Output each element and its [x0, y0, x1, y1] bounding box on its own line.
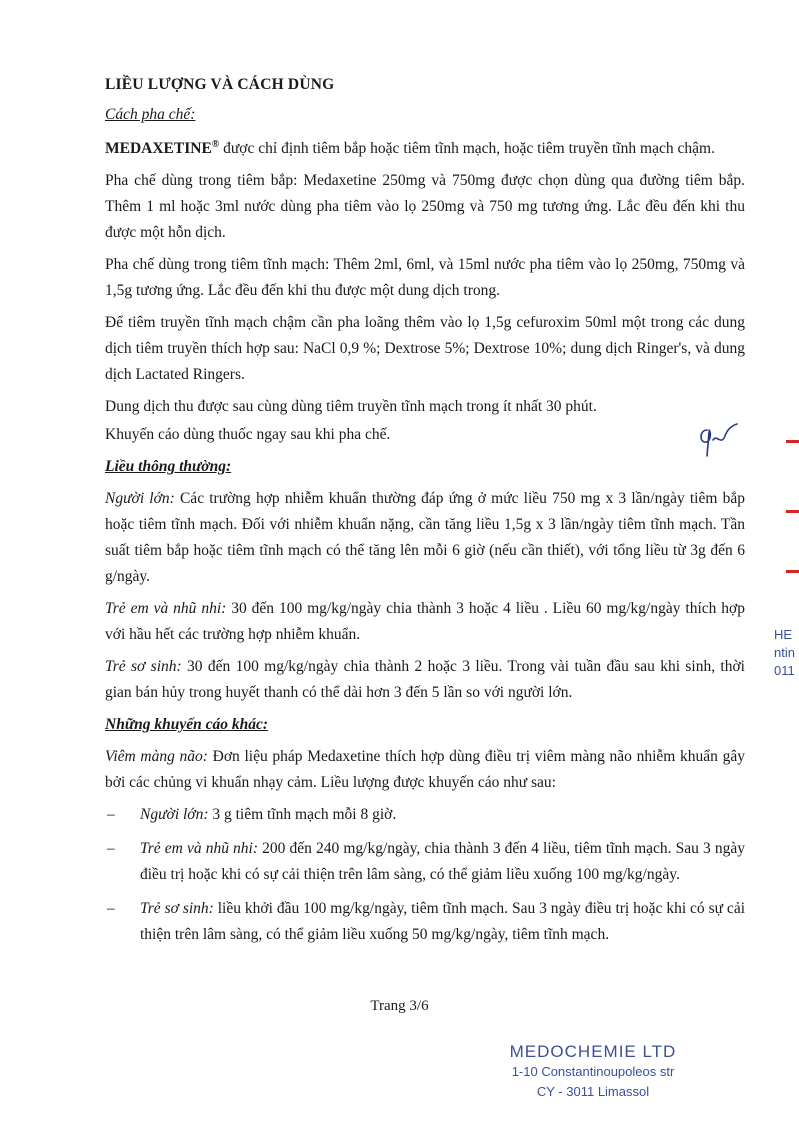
preparation-paragraph: Dung dịch thu được sau cùng dùng tiêm truyền tĩnh mạch trong ít nhất 30 phút.: [105, 398, 597, 416]
list-item: – Trẻ sơ sinh: liều khởi đầu 100 mg/kg/ngày, tiêm tĩnh mạch. Sau 3 ngày điều trị hoặc khi có sự cải thiện trên lâm sàng, có thể giảm liều xuống 50 mg/kg/ngày, tiêm tĩnh mạch.: [105, 896, 745, 948]
preparation-heading: Cách pha chế:: [105, 106, 196, 123]
dose-adult: Người lớn: Các trường hợp nhiễm khuẩn thường đáp ứng ở mức liều 750 mg x 3 lần/ngày tiêm bắp hoặc tiêm tĩnh mạch. Đối với nhiễm khuẩn nặng, cần tăng liều 1,5g x 3 lần/ngày tiêm tĩnh mạch. Tần suất tiêm bắp hoặc tiêm tĩnh mạch có thể tăng lên mỗi 6 giờ (nếu cần thiết), với tổng liều từ 3g đến 6 g/ngày.: [105, 490, 745, 586]
registered-mark: ®: [211, 139, 220, 150]
preparation-paragraph: Khuyến cáo dùng thuốc ngay sau khi pha chế.: [105, 426, 391, 444]
dose-neonates: Trẻ sơ sinh: 30 đến 100 mg/kg/ngày chia thành 2 hoặc 3 liều. Trong vài tuần đầu sau khi sinh, thời gian bán hủy trong huyết thanh có thể dài hơn 3 đến 5 lần so với người lớn.: [105, 658, 745, 702]
list-item: – Trẻ em và nhũ nhi: 200 đến 240 mg/kg/ngày, chia thành 3 đến 4 liều, tiêm tĩnh mạch. Sau 3 ngày điều trị hoặc khi có sự cải thiện trên lâm sàng, có thể giảm liều xuống 100 mg/kg/ngày.: [105, 836, 745, 888]
preparation-paragraph: Pha chế dùng trong tiêm tĩnh mạch: Thêm 2ml, 6ml, và 15ml nước pha tiêm vào lọ 250mg, 750mg và 1,5g tương ứng. Lắc đều đến khi thu được một dung dịch trong.: [105, 256, 745, 300]
other-recommendations-heading: Những khuyến cáo khác:: [105, 716, 269, 734]
brand-name: MEDAXETINE®: [105, 139, 220, 158]
company-stamp: [498, 1042, 688, 1102]
signature-icon: [695, 420, 743, 460]
edge-stamp-fragment: HE ntin 011: [774, 627, 795, 678]
edge-marks: [786, 430, 799, 590]
stamp-city: CY - 3011 Limassol: [536, 1084, 650, 1099]
stamp-address: 1-10 Constantinoupoleos str: [511, 1064, 675, 1079]
usual-dose-heading: Liều thông thường:: [105, 458, 232, 476]
dose-children: Trẻ em và nhũ nhi: 30 đến 100 mg/kg/ngày chia thành 3 hoặc 4 liều . Liều 60 mg/kg/ngày thích hợp với hầu hết các trường hợp nhiễm khuẩn.: [105, 600, 745, 644]
section-title: LIỀU LƯỢNG VÀ CÁCH DÙNG: [105, 76, 335, 93]
list-item: – Người lớn: 3 g tiêm tĩnh mạch mỗi 8 giờ.: [105, 802, 745, 828]
preparation-paragraph: Để tiêm truyền tĩnh mạch chậm cần pha loãng thêm vào lọ 1,5g cefuroxim 50ml một trong các dung dịch tiêm truyền thích hợp sau: NaCl 0,9 %; Dextrose 5%; Dextrose 10%; dung dịch Ringer's, và dung dịch Lactated Ringers.: [105, 314, 745, 384]
dash-bullet: –: [107, 840, 115, 858]
preparation-paragraph: Pha chế dùng trong tiêm bắp: Medaxetine 250mg và 750mg được chọn dùng qua đường tiêm bắp. Thêm 1 ml hoặc 3ml nước dùng pha tiêm vào lọ 250mg và 750 mg tương ứng. Lắc đều đến khi thu được một hỗn dịch.: [105, 172, 745, 242]
dash-bullet: –: [107, 900, 115, 918]
stamp-company-name: MEDOCHEMIE LTD: [509, 1042, 677, 1061]
preparation-intro: MEDAXETINE® được chỉ định tiêm bắp hoặc tiêm tĩnh mạch, hoặc tiêm truyền tĩnh mạch chậm.: [105, 139, 715, 158]
page-number: Trang 3/6: [370, 998, 429, 1014]
dash-bullet: –: [107, 806, 115, 824]
meningitis-dose-list: [105, 802, 745, 948]
meningitis-paragraph: Viêm màng não: Đơn liệu pháp Medaxetine thích hợp dùng điều trị viêm màng não nhiễm khuẩn gây bởi các chủng vi khuẩn nhạy cảm. Liều lượng được khuyến cáo như sau:: [105, 748, 745, 792]
document-body: [105, 72, 745, 956]
